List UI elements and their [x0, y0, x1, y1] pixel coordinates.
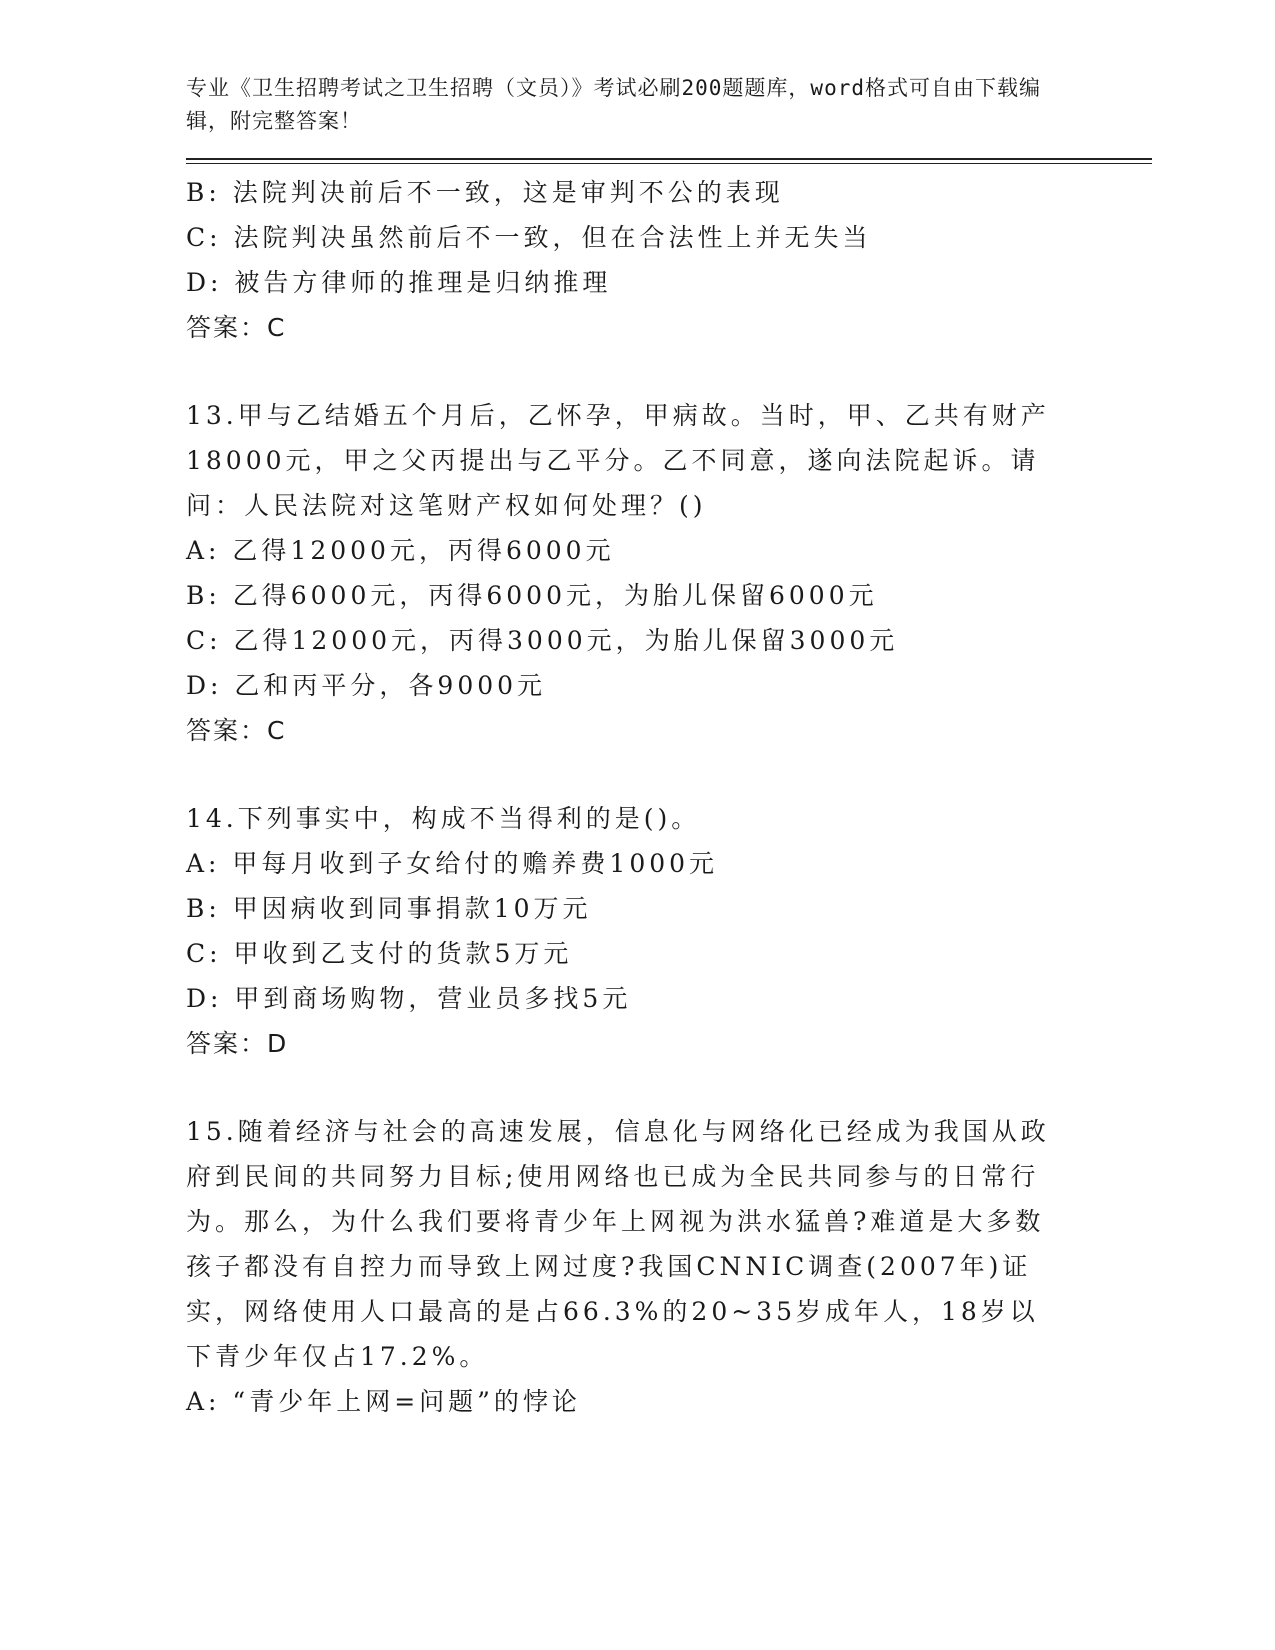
q15-option-a: A: “青少年上网=问题”的悖论: [186, 1387, 581, 1416]
header-divider: [186, 158, 1152, 164]
q14-stem: 14.下列事实中，构成不当得利的是()。: [186, 804, 701, 833]
q13-option-b: B: 乙得6000元，丙得6000元，为胎儿保留6000元: [186, 581, 878, 610]
q15-stem: 15.随着经济与社会的高速发展，信息化与网络化已经成为我国从政府到民间的共同努力目标;使用网络也已成为全民共同参与的日常行为。那么，为什么我们要将青少年上网视为洪水猛兽?难道是大多数孩子都没有自控力而导致上网过度?我国CNNIC调查(2007年)证实，网络使用人口最高的是占66.3%的20~35岁成年人，18岁以下青少年仅占17.2%。: [186, 1117, 1050, 1371]
q14-option-c: C: 甲收到乙支付的货款5万元: [186, 939, 573, 968]
q12-option-b: B: 法院判决前后不一致，这是审判不公的表现: [186, 178, 784, 207]
spacer: [186, 1066, 1146, 1109]
q13-answer: 答案：C: [186, 716, 287, 745]
document-header: 专业《卫生招聘考试之卫生招聘（文员）》考试必刷200题题库，word格式可自由下载编辑，附完整答案！: [186, 76, 1041, 133]
q13-option-d: D: 乙和丙平分，各9000元: [186, 671, 547, 700]
q14-option-b: B: 甲因病收到同事捐款10万元: [186, 894, 592, 923]
document-page: [186, 72, 1146, 1424]
q13-option-c: C: 乙得12000元，丙得3000元，为胎儿保留3000元: [186, 626, 899, 655]
spacer: [186, 350, 1146, 393]
question-content: [186, 170, 1146, 1424]
q13-option-a: A: 乙得12000元，丙得6000元: [186, 536, 615, 565]
q12-option-c: C: 法院判决虽然前后不一致，但在合法性上并无失当: [186, 223, 872, 252]
q12-answer: 答案：C: [186, 313, 287, 342]
q14-option-d: D: 甲到商场购物，营业员多找5元: [186, 984, 632, 1013]
q14-option-a: A: 甲每月收到子女给付的赡养费1000元: [186, 849, 719, 878]
spacer: [186, 753, 1146, 796]
q12-option-d: D: 被告方律师的推理是归纳推理: [186, 268, 612, 297]
q13-stem: 13.甲与乙结婚五个月后，乙怀孕，甲病故。当时，甲、乙共有财产18000元，甲之父丙提出与乙平分。乙不同意，遂向法院起诉。请问：人民法院对这笔财产权如何处理？(): [186, 401, 1050, 520]
q14-answer: 答案：D: [186, 1029, 289, 1058]
